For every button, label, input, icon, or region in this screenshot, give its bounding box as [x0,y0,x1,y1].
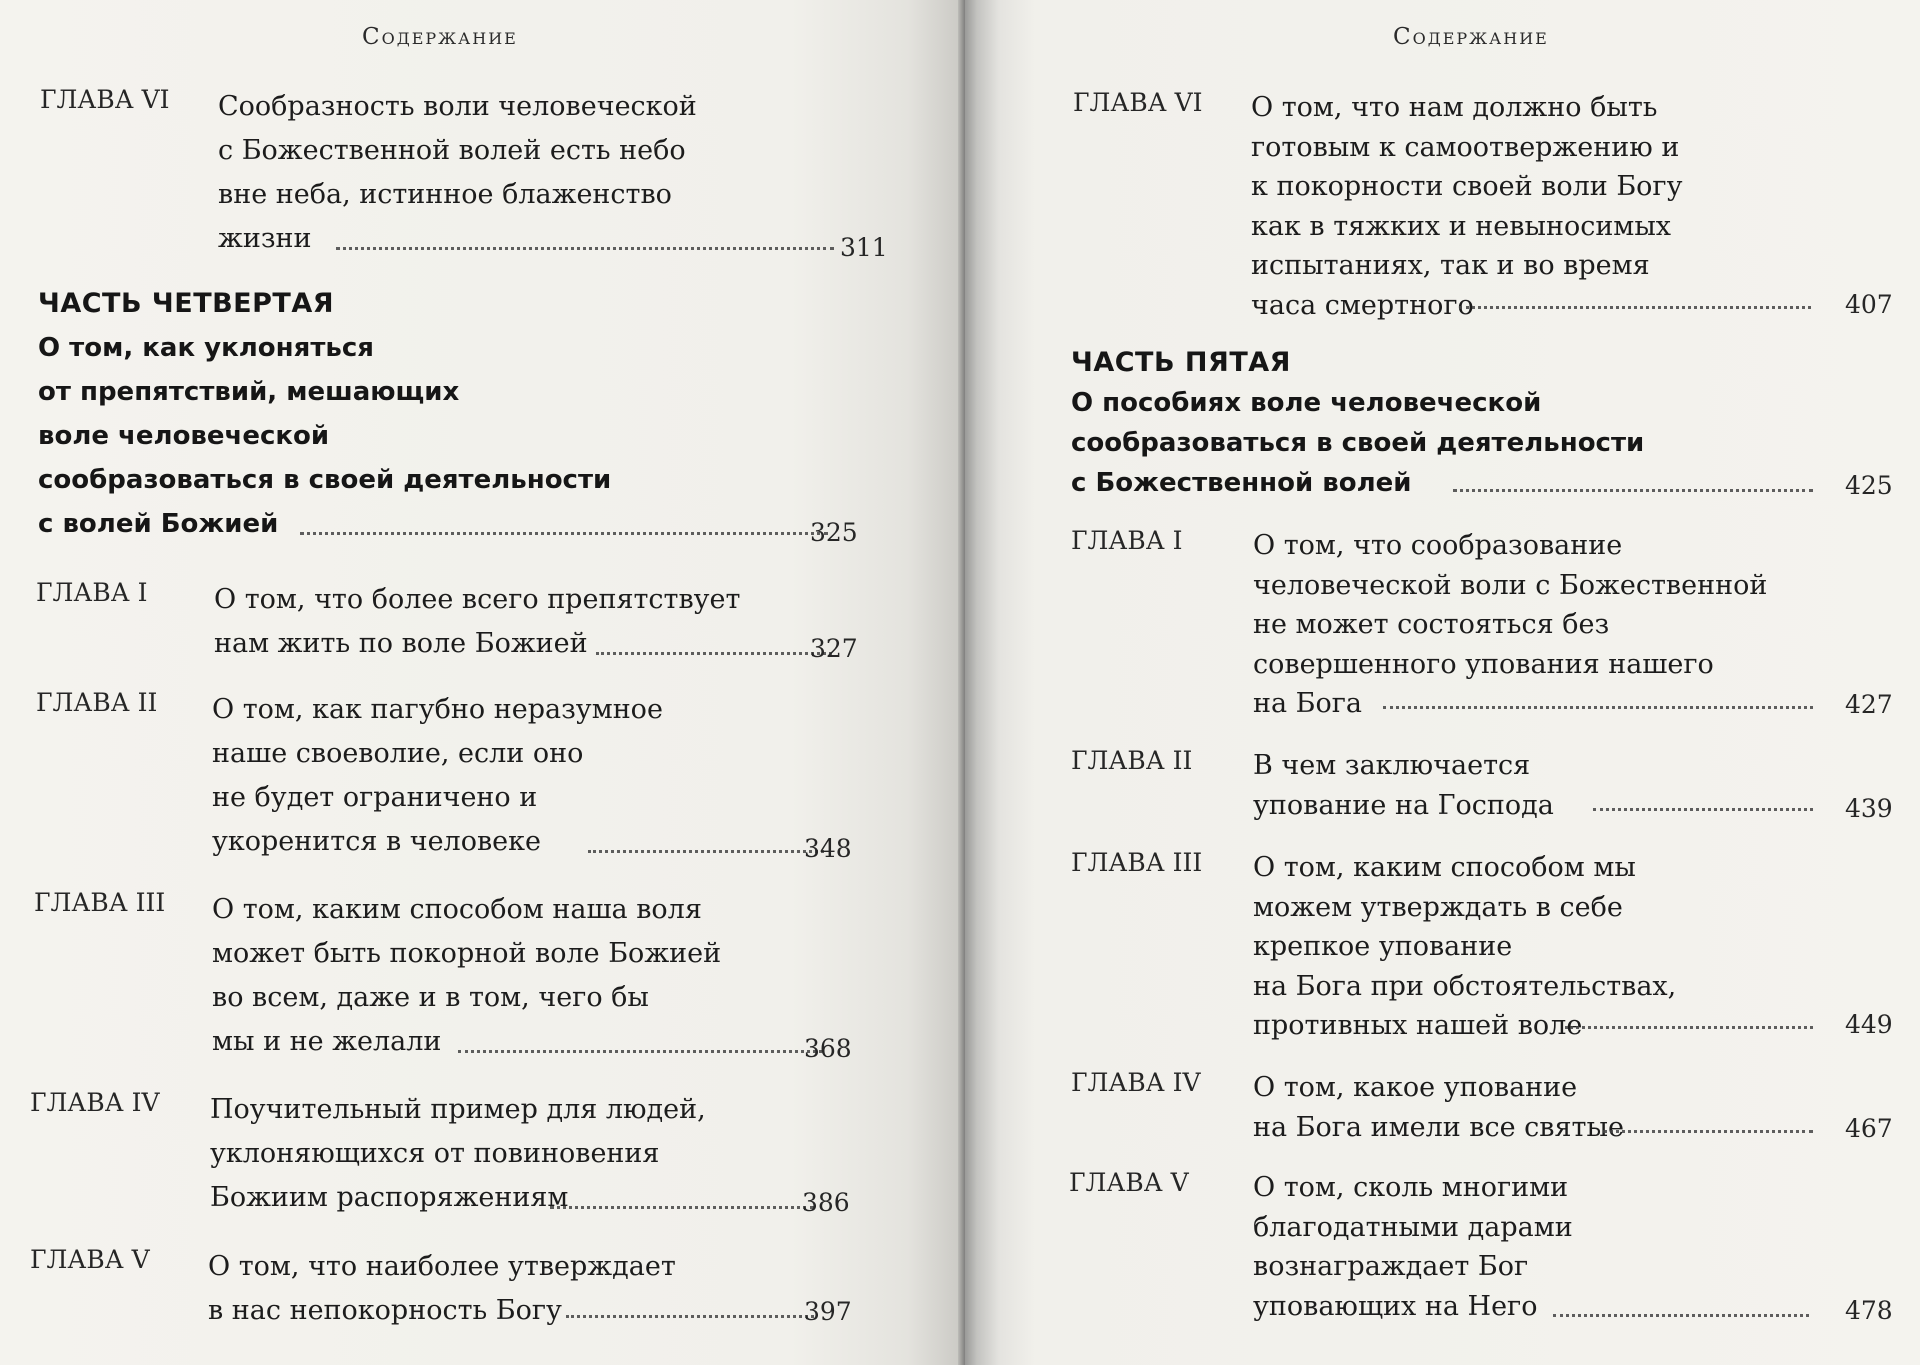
title-line: О том, как пагубно неразумное [212,694,663,725]
leader-dots [300,530,828,535]
title-line: с Божественной волей есть небо [218,135,686,166]
toc-entry-chapter-i[interactable] [36,578,916,668]
page-number: 449 [1845,1010,1893,1039]
title-line: В чем заключается [1253,750,1531,781]
chapter-title [212,688,772,864]
chapter-label: ГЛАВА VI [40,85,170,114]
toc-entry-chapter-vi[interactable] [1073,88,1913,328]
title-line: уклоняющихся от повиновения [210,1138,660,1169]
leader-dots [1453,487,1813,492]
chapter-title [212,888,772,1064]
part-title: ЧАСТЬ ПЯТАЯ [1071,347,1291,378]
part-subtitle-line: с Божественной волей [1071,468,1412,498]
toc-entry-chapter-iv[interactable] [1071,1068,1911,1158]
page-number: 325 [810,518,858,547]
toc-entry-chapter-v[interactable] [1069,1168,1909,1348]
chapter-title [210,1088,770,1220]
title-line: уповающих на Него [1253,1290,1538,1322]
leader-dots [1593,806,1813,811]
title-line: упование на Господа [1253,789,1554,821]
chapter-label: ГЛАВА V [1069,1168,1189,1197]
title-line: испытаниях, так и во время [1251,250,1650,281]
part-subtitle-line: О том, как уклоняться [38,333,374,363]
part-subtitle-line: сообразоваться в своей деятельности [38,465,612,495]
title-line: можем утверждать в себе [1253,891,1623,923]
leader-dots [336,245,834,250]
title-line: крепкое упование [1253,931,1513,962]
title-line: О том, каким способом мы [1253,852,1636,883]
title-line: О том, что наиболее утверждает [208,1251,676,1282]
title-line: не может состояться без [1253,609,1610,640]
page-number: 425 [1845,471,1893,500]
chapter-title [1251,88,1811,325]
title-line: О том, какое упование [1253,1072,1578,1103]
leader-dots [550,1204,814,1209]
title-line: как в тяжких и невыносимых [1251,210,1672,242]
leader-dots [1603,1128,1813,1133]
chapter-label: ГЛАВА III [1071,848,1203,877]
part-subtitle-line: от препятствий, мешающих [38,377,460,407]
part-subtitle-line: с волей Божией [38,509,279,539]
part-title: ЧАСТЬ ЧЕТВЕРТАЯ [38,288,335,319]
title-line: во всем, даже и в том, чего бы [212,982,649,1013]
toc-entry-chapter-iii[interactable] [34,888,914,1068]
chapter-label: ГЛАВА II [1071,746,1193,775]
title-line: жизни [218,223,312,254]
page-number: 327 [810,634,858,663]
leader-dots [588,848,824,853]
title-line: Божиим распоряжениям [210,1182,569,1213]
title-line: противных нашей воле [1253,1010,1583,1041]
page-number: 311 [840,233,888,262]
toc-entry-chapter-vi[interactable] [40,85,920,265]
toc-entry-chapter-iv[interactable] [30,1088,910,1228]
toc-part-four[interactable] [38,282,918,546]
title-line: О том, каким способом наша воля [212,894,702,925]
chapter-label: ГЛАВА II [36,688,158,717]
leader-dots [458,1048,822,1053]
title-line: на Бога при обстоятельствах, [1253,970,1677,1002]
chapter-label: ГЛАВА V [30,1245,150,1274]
leader-dots [1553,1312,1809,1317]
chapter-title [218,85,778,261]
page-number: 439 [1845,794,1893,823]
chapter-title [1253,1068,1813,1147]
title-line: в нас непокорность Богу [208,1295,562,1326]
title-line: мы и не желали [212,1026,442,1057]
toc-part-five[interactable] [1071,343,1911,503]
title-line: часа смертного [1251,289,1474,321]
chapter-label: ГЛАВА IV [30,1088,160,1117]
title-line: Поучительный пример для людей, [210,1094,706,1125]
part-subtitle-line: сообразоваться в своей деятельности [1071,428,1645,458]
title-line: не будет ограничено и [212,782,538,813]
title-line: О том, сколь многими [1253,1172,1569,1203]
chapter-title [1253,746,1813,825]
chapter-title [1253,526,1813,724]
chapter-label: ГЛАВА III [34,888,166,917]
title-line: на Бога [1253,688,1363,719]
leader-dots [566,1313,814,1318]
chapter-label: ГЛАВА IV [1071,1068,1201,1097]
title-line: вне неба, истинное блаженство [218,179,672,210]
running-header: Содержание [362,24,518,50]
part-subtitle-line: О пособиях воле человеческой [1071,388,1542,418]
title-line: вознаграждает Бог [1253,1251,1529,1282]
toc-entry-chapter-ii[interactable] [36,688,916,868]
toc-entry-chapter-iii[interactable] [1071,848,1911,1048]
chapter-title [208,1245,768,1333]
title-line: нам жить по воле Божией [214,628,588,659]
title-line: на Бога имели все святые [1253,1111,1624,1143]
page-number: 407 [1845,290,1893,319]
leader-dots [596,650,832,655]
title-line: укоренится в человеке [212,826,541,857]
page-number: 348 [804,834,852,863]
chapter-label: ГЛАВА VI [1073,88,1203,117]
page-number: 368 [804,1034,852,1063]
title-line: О том, что более всего препятствует [214,584,741,615]
page-number: 478 [1845,1296,1893,1325]
toc-entry-chapter-i[interactable] [1071,526,1911,726]
chapter-title [1253,848,1813,1046]
leader-dots [1383,704,1813,709]
title-line: О том, что сообразование [1253,530,1623,561]
page-number: 427 [1845,690,1893,719]
chapter-label: ГЛАВА I [36,578,148,607]
page-number: 386 [802,1188,850,1217]
chapter-label: ГЛАВА I [1071,526,1183,555]
right-page [965,0,1920,1365]
page-number: 397 [804,1297,852,1326]
title-line: готовым к самоотвержению и [1251,131,1680,163]
chapter-title [1253,1168,1813,1326]
title-line: может быть покорной воле Божией [212,938,722,969]
title-line: наше своеволие, если оно [212,738,584,769]
title-line: совершенного упования нашего [1253,648,1714,680]
title-line: человеческой воли с Божественной [1253,569,1768,601]
title-line: к покорности своей воли Богу [1251,171,1683,202]
part-subtitle-line: воле человеческой [38,421,330,451]
toc-entry-chapter-ii[interactable] [1071,746,1911,836]
leader-dots [1565,1024,1813,1029]
leader-dots [1459,304,1811,309]
page-number: 467 [1845,1114,1893,1143]
title-line: Сообразность воли человеческой [218,91,697,122]
running-header: Содержание [1393,24,1549,50]
title-line: О том, что нам должно быть [1251,92,1658,123]
title-line: благодатными дарами [1253,1211,1573,1243]
toc-entry-chapter-v[interactable] [30,1245,910,1345]
